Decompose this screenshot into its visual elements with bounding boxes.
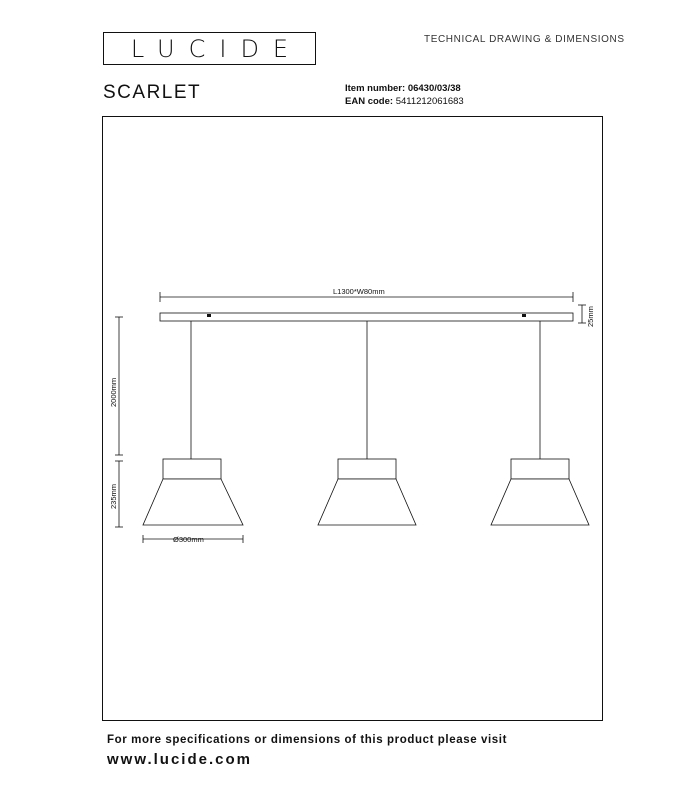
technical-drawing bbox=[102, 116, 603, 721]
item-number-value: 06430/03/38 bbox=[407, 83, 461, 94]
pendant-shade-right bbox=[491, 479, 589, 525]
ean-label: EAN code: bbox=[345, 96, 394, 107]
product-name: SCARLET bbox=[103, 82, 202, 103]
pendant-cap-center bbox=[338, 459, 396, 479]
ean-row bbox=[345, 95, 464, 108]
brand-logo bbox=[103, 32, 316, 65]
pendant-cap-right bbox=[511, 459, 569, 479]
shade-height-label: 235mm bbox=[109, 483, 118, 509]
item-number-label: Item number: bbox=[345, 83, 406, 94]
ean-value: 5411212061683 bbox=[395, 96, 464, 107]
bar-height-label: 25mm bbox=[586, 306, 595, 327]
header-title: TECHNICAL DRAWING & DIMENSIONS bbox=[424, 34, 625, 45]
item-number-row bbox=[345, 82, 464, 95]
product-meta bbox=[345, 82, 464, 108]
footer-url-link[interactable]: www.lucide.com bbox=[107, 751, 252, 768]
bar-length-label: L1300*W80mm bbox=[333, 287, 385, 296]
ceiling-bar bbox=[160, 313, 573, 321]
pendant-shade-center bbox=[318, 479, 416, 525]
pendant-shade-left bbox=[143, 479, 243, 525]
drawing-canvas bbox=[103, 117, 604, 722]
cable-length-label: 2000mm bbox=[109, 377, 118, 407]
logo-text: LUCIDE bbox=[130, 34, 303, 63]
shade-diameter-label: Ø300mm bbox=[173, 535, 204, 544]
pendant-cap-left bbox=[163, 459, 221, 479]
footer-text: For more specifications or dimensions of this product please visit bbox=[107, 734, 508, 746]
